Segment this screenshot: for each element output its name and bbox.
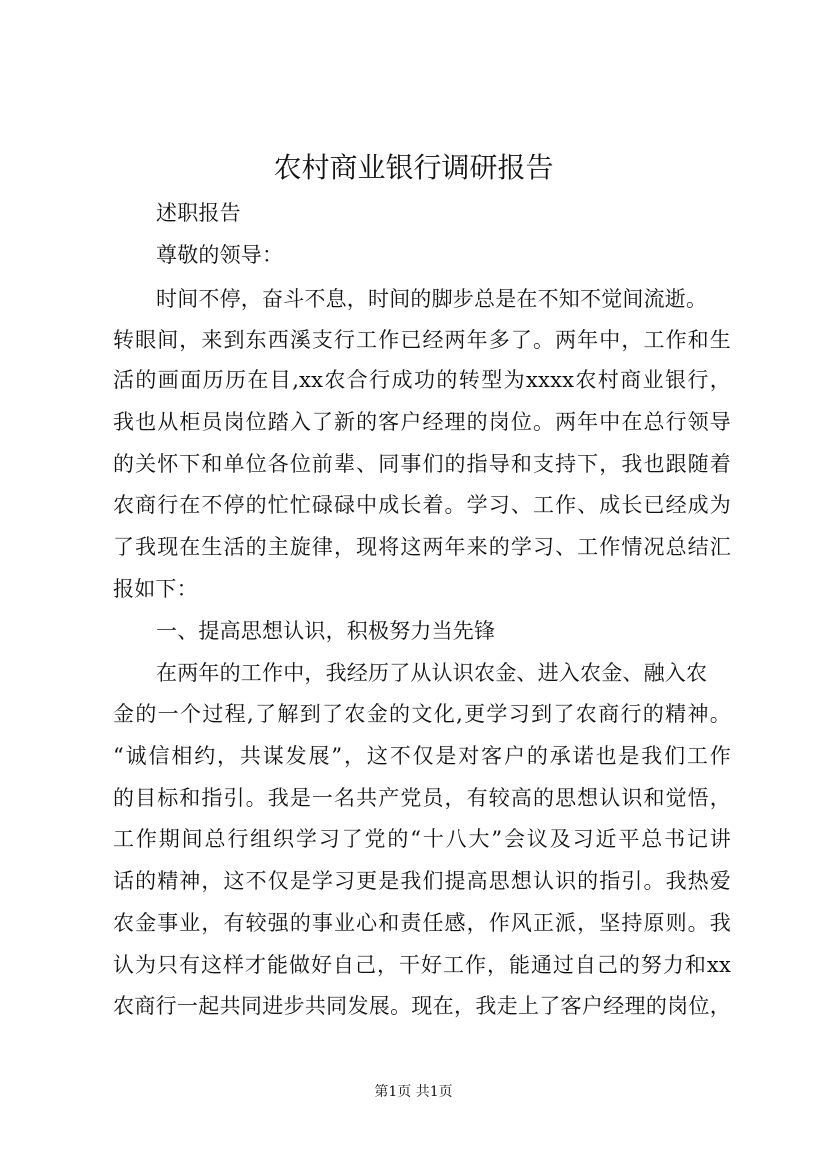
- paragraph-line: 我也从柜员岗位踏入了新的客户经理的岗位。两年中在总行领导: [113, 410, 731, 434]
- paragraph-line: 在两年的工作中，我经历了从认识农金、进入农金、融入农: [156, 661, 708, 685]
- paragraph-line: 工作期间总行组织学习了党的“十八大”会议及习近平总书记讲: [113, 827, 731, 851]
- paragraph-line: 农金事业，有较强的事业心和责任感，作风正派，坚持原则。我: [113, 911, 731, 935]
- paragraph-line: 活的画面历历在目,xx农合行成功的转型为xxxx农村商业银行，: [113, 368, 731, 392]
- paragraph-line: 金的一个过程,了解到了农金的文化,更学习到了农商行的精神。: [113, 702, 731, 726]
- paragraph-line: “诚信相约，共谋发展”，这不仅是对客户的承诺也是我们工作: [113, 744, 731, 768]
- paragraph-line: 农商行在不停的忙忙碌碌中成长着。学习、工作、成长已经成为: [113, 493, 731, 517]
- paragraph-line: 话的精神，这不仅是学习更是我们提高思想认识的指引。我热爱: [113, 869, 731, 893]
- paragraph-line: 农商行一起共同进步共同发展。现在，我走上了客户经理的岗位，: [113, 994, 731, 1018]
- document-heading: 述职报告: [156, 201, 241, 225]
- paragraph-line: 的目标和指引。我是一名共产党员，有较高的思想认识和觉悟，: [113, 786, 731, 810]
- page-number-footer: 第1页 共1页: [374, 1084, 453, 1100]
- section-heading: 一、提高思想认识，积极努力当先锋: [156, 619, 496, 643]
- paragraph-line: 认为只有这样才能做好自己，干好工作，能通过自己的努力和xx: [113, 953, 731, 977]
- paragraph-line: 报如下：: [113, 577, 198, 601]
- paragraph-line: 的关怀下和单位各位前辈、同事们的指导和支持下，我也跟随着: [113, 452, 731, 476]
- paragraph-line: 时间不停，奋斗不息，时间的脚步总是在不知不觉间流逝。: [156, 287, 708, 311]
- paragraph-line: 转眼间，来到东西溪支行工作已经两年多了。两年中，工作和生: [113, 328, 731, 352]
- paragraph-line: 了我现在生活的主旋律，现将这两年来的学习、工作情况总结汇: [113, 535, 731, 559]
- document-title: 农村商业银行调研报告: [273, 151, 554, 184]
- salutation: 尊敬的领导：: [156, 243, 284, 267]
